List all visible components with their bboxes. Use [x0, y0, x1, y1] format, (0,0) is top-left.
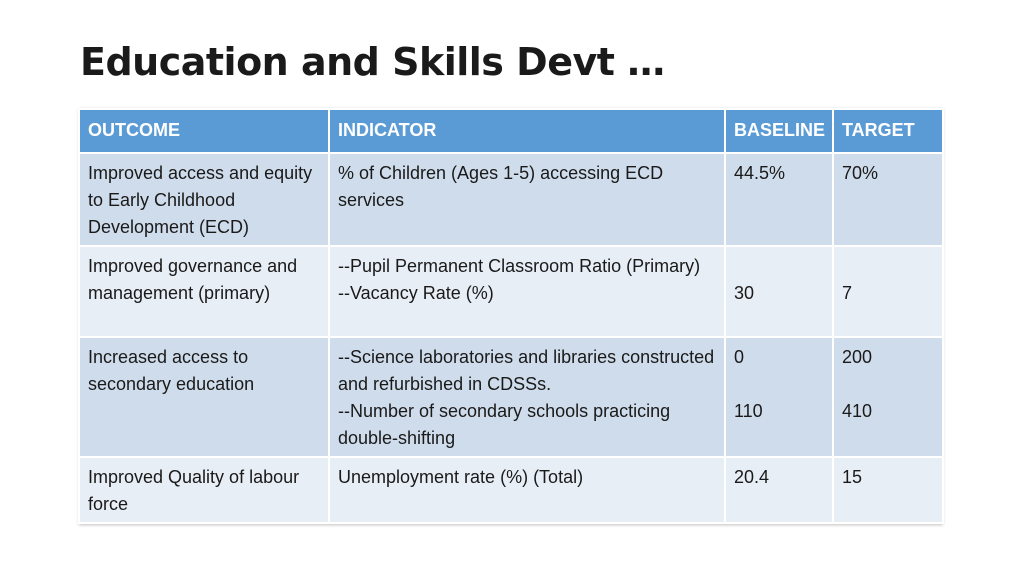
- baseline-cell: [725, 153, 833, 246]
- outcome-text: management (primary): [88, 283, 271, 303]
- outcome-cell: [79, 246, 329, 337]
- target-value: 70%: [842, 163, 879, 183]
- outcome-cell: [79, 153, 329, 246]
- indicator-text: and refurbished in CDSSs.: [338, 374, 552, 394]
- indicator-text: --Number of secondary schools practicing: [338, 401, 671, 421]
- outcome-text: Improved governance and: [88, 256, 298, 276]
- target-value: 410: [842, 401, 873, 421]
- outcome-text: Improved access and equity: [88, 163, 313, 183]
- outcome-cell: [79, 457, 329, 523]
- target-cell: [833, 246, 943, 337]
- target-value: 200: [842, 347, 873, 367]
- table-row: [79, 337, 943, 457]
- results-table: [78, 108, 944, 524]
- baseline-cell: [725, 246, 833, 337]
- indicator-text: --Vacancy Rate (%): [338, 283, 494, 303]
- baseline-value: 0: [734, 347, 745, 367]
- target-cell: [833, 153, 943, 246]
- indicator-cell: [329, 457, 725, 523]
- results-table-container: [78, 108, 942, 524]
- indicator-cell: [329, 246, 725, 337]
- indicator-text: % of Children (Ages 1-5) accessing ECD services: [338, 163, 664, 210]
- outcome-text: Development (ECD): [88, 217, 250, 237]
- baseline-value: 30: [734, 283, 755, 303]
- outcome-text: to Early Childhood: [88, 190, 236, 210]
- baseline-cell: [725, 337, 833, 457]
- target-cell: [833, 457, 943, 523]
- target-value: 7: [842, 283, 853, 303]
- table-row: [79, 246, 943, 337]
- outcome-text: secondary education: [88, 374, 255, 394]
- table-row: [79, 153, 943, 246]
- table-row: [79, 457, 943, 523]
- header-indicator: INDICATOR: [329, 109, 725, 153]
- indicator-cell: [329, 337, 725, 457]
- outcome-text: Increased access to: [88, 347, 249, 367]
- indicator-cell: [329, 153, 725, 246]
- outcome-text: force: [88, 494, 129, 514]
- target-value: 15: [842, 467, 863, 487]
- baseline-cell: [725, 457, 833, 523]
- slide-title: Education and Skills Devt …: [80, 40, 665, 84]
- table-header-row: [79, 109, 943, 153]
- indicator-text: --Pupil Permanent Classroom Ratio (Primary): [338, 256, 701, 276]
- target-cell: [833, 337, 943, 457]
- indicator-text: --Science laboratories and libraries constructed: [338, 347, 715, 367]
- indicator-text: double-shifting: [338, 428, 456, 448]
- outcome-text: Improved Quality of labour: [88, 467, 300, 487]
- header-baseline: BASELINE: [725, 109, 833, 153]
- header-outcome: OUTCOME: [79, 109, 329, 153]
- baseline-value: 44.5%: [734, 163, 786, 183]
- header-target: TARGET: [833, 109, 943, 153]
- baseline-value: 20.4: [734, 467, 770, 487]
- baseline-value: 110: [734, 401, 763, 421]
- indicator-text: Unemployment rate (%) (Total): [338, 467, 584, 487]
- outcome-cell: [79, 337, 329, 457]
